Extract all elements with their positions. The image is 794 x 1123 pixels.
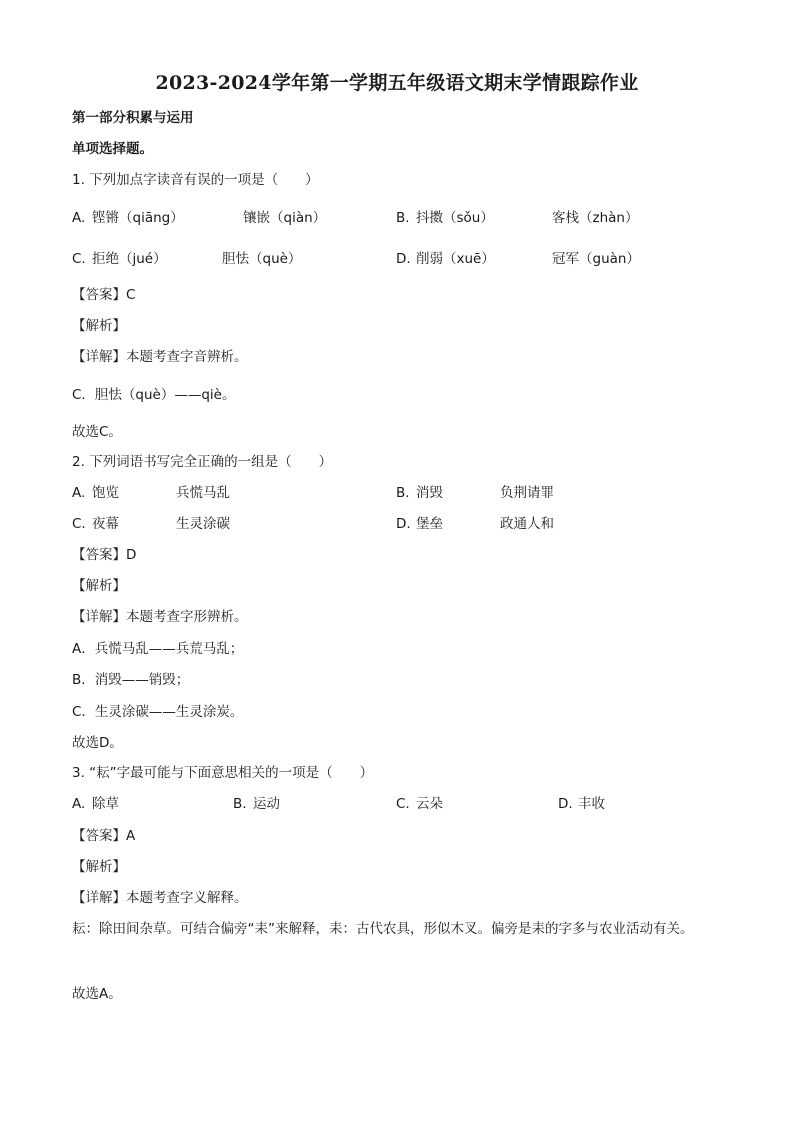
q1-option-c-word2: 胆怯（què）: [222, 251, 302, 267]
q2-option-b-word2: 负荆请罪: [500, 485, 554, 501]
q3-option-c-label: C.: [396, 796, 410, 812]
q1-option-d-word2: 冠军（guàn）: [552, 251, 640, 267]
q1-option-c-word1: 拒绝（jué）: [92, 251, 167, 267]
page-title: 2023-2024学年第一学期五年级语文期末学情跟踪作业: [155, 72, 639, 94]
part-heading: 第一部分积累与运用: [72, 110, 194, 126]
q1-explain-1: C．胆怯（què）——qiè。: [72, 387, 236, 403]
q2-option-a-word2: 兵慌马乱: [176, 485, 230, 501]
q1-option-a-word2: 镶嵌（qiàn）: [243, 210, 327, 226]
q2-explain-3: C．生灵涂碳——生灵涂炭。: [72, 704, 244, 720]
q1-conclusion: 故选C。: [72, 424, 122, 440]
q1-option-c-label: C.: [72, 251, 86, 267]
q1-option-b-word2: 客栈（zhàn）: [552, 210, 639, 226]
q1-option-d-label: D.: [396, 251, 411, 267]
q3-option-b-label: B.: [233, 796, 247, 812]
q1-answer: 【答案】C: [72, 287, 136, 303]
section-heading: 单项选择题。: [72, 141, 153, 157]
q2-conclusion: 故选D。: [72, 735, 123, 751]
q2-detail: 【详解】本题考查字形辨析。: [72, 609, 248, 625]
q3-detail: 【详解】本题考查字义解释。: [72, 890, 248, 906]
q2-option-b-word1: 消毁: [416, 485, 443, 501]
q2-option-c-word2: 生灵涂碳: [176, 516, 230, 532]
q3-option-b-word1: 运动: [253, 796, 280, 812]
q1-detail: 【详解】本题考查字音辨析。: [72, 349, 248, 365]
q1-option-b-label: B.: [396, 210, 410, 226]
question-1-stem: 1. 下列加点字读音有误的一项是（ ）: [72, 172, 319, 188]
q1-option-a-word1: 铿锵（qiāng）: [92, 210, 184, 226]
q3-option-d-label: D.: [558, 796, 573, 812]
q3-conclusion: 故选A。: [72, 986, 122, 1002]
q3-option-a-word1: 除草: [92, 796, 119, 812]
q2-option-d-label: D.: [396, 516, 411, 532]
q2-option-a-word1: 饱览: [92, 485, 119, 501]
q3-option-d-word1: 丰收: [578, 796, 605, 812]
q2-option-d-word1: 堡垒: [416, 516, 443, 532]
q3-explain-1: 耘：除田间杂草。可结合偏旁“耒”来解释，耒：古代农具，形似木叉。偏旁是耒的字多与农业活动有关。: [72, 921, 694, 937]
q2-option-b-label: B.: [396, 485, 410, 501]
q3-option-a-label: A.: [72, 796, 86, 812]
q1-option-a-label: A.: [72, 210, 86, 226]
q2-option-d-word2: 政通人和: [500, 516, 554, 532]
q1-analysis: 【解析】: [72, 318, 126, 334]
q2-option-a-label: A.: [72, 485, 86, 501]
q3-answer: 【答案】A: [72, 828, 136, 844]
question-2-stem: 2. 下列词语书写完全正确的一组是（ ）: [72, 454, 333, 470]
q2-explain-1: A．兵慌马乱——兵荒马乱；: [72, 641, 244, 657]
q2-option-c-word1: 夜幕: [92, 516, 119, 532]
q3-analysis: 【解析】: [72, 859, 126, 875]
q2-analysis: 【解析】: [72, 578, 126, 594]
q2-answer: 【答案】D: [72, 547, 137, 563]
question-3-stem: 3. “耘”字最可能与下面意思相关的一项是（ ）: [72, 765, 374, 781]
q2-option-c-label: C.: [72, 516, 86, 532]
q1-option-d-word1: 削弱（xuē）: [416, 251, 495, 267]
q2-explain-2: B．消毁——销毁；: [72, 672, 190, 688]
q1-option-b-word1: 抖擞（sǒu）: [416, 210, 494, 226]
q3-option-c-word1: 云朵: [416, 796, 443, 812]
